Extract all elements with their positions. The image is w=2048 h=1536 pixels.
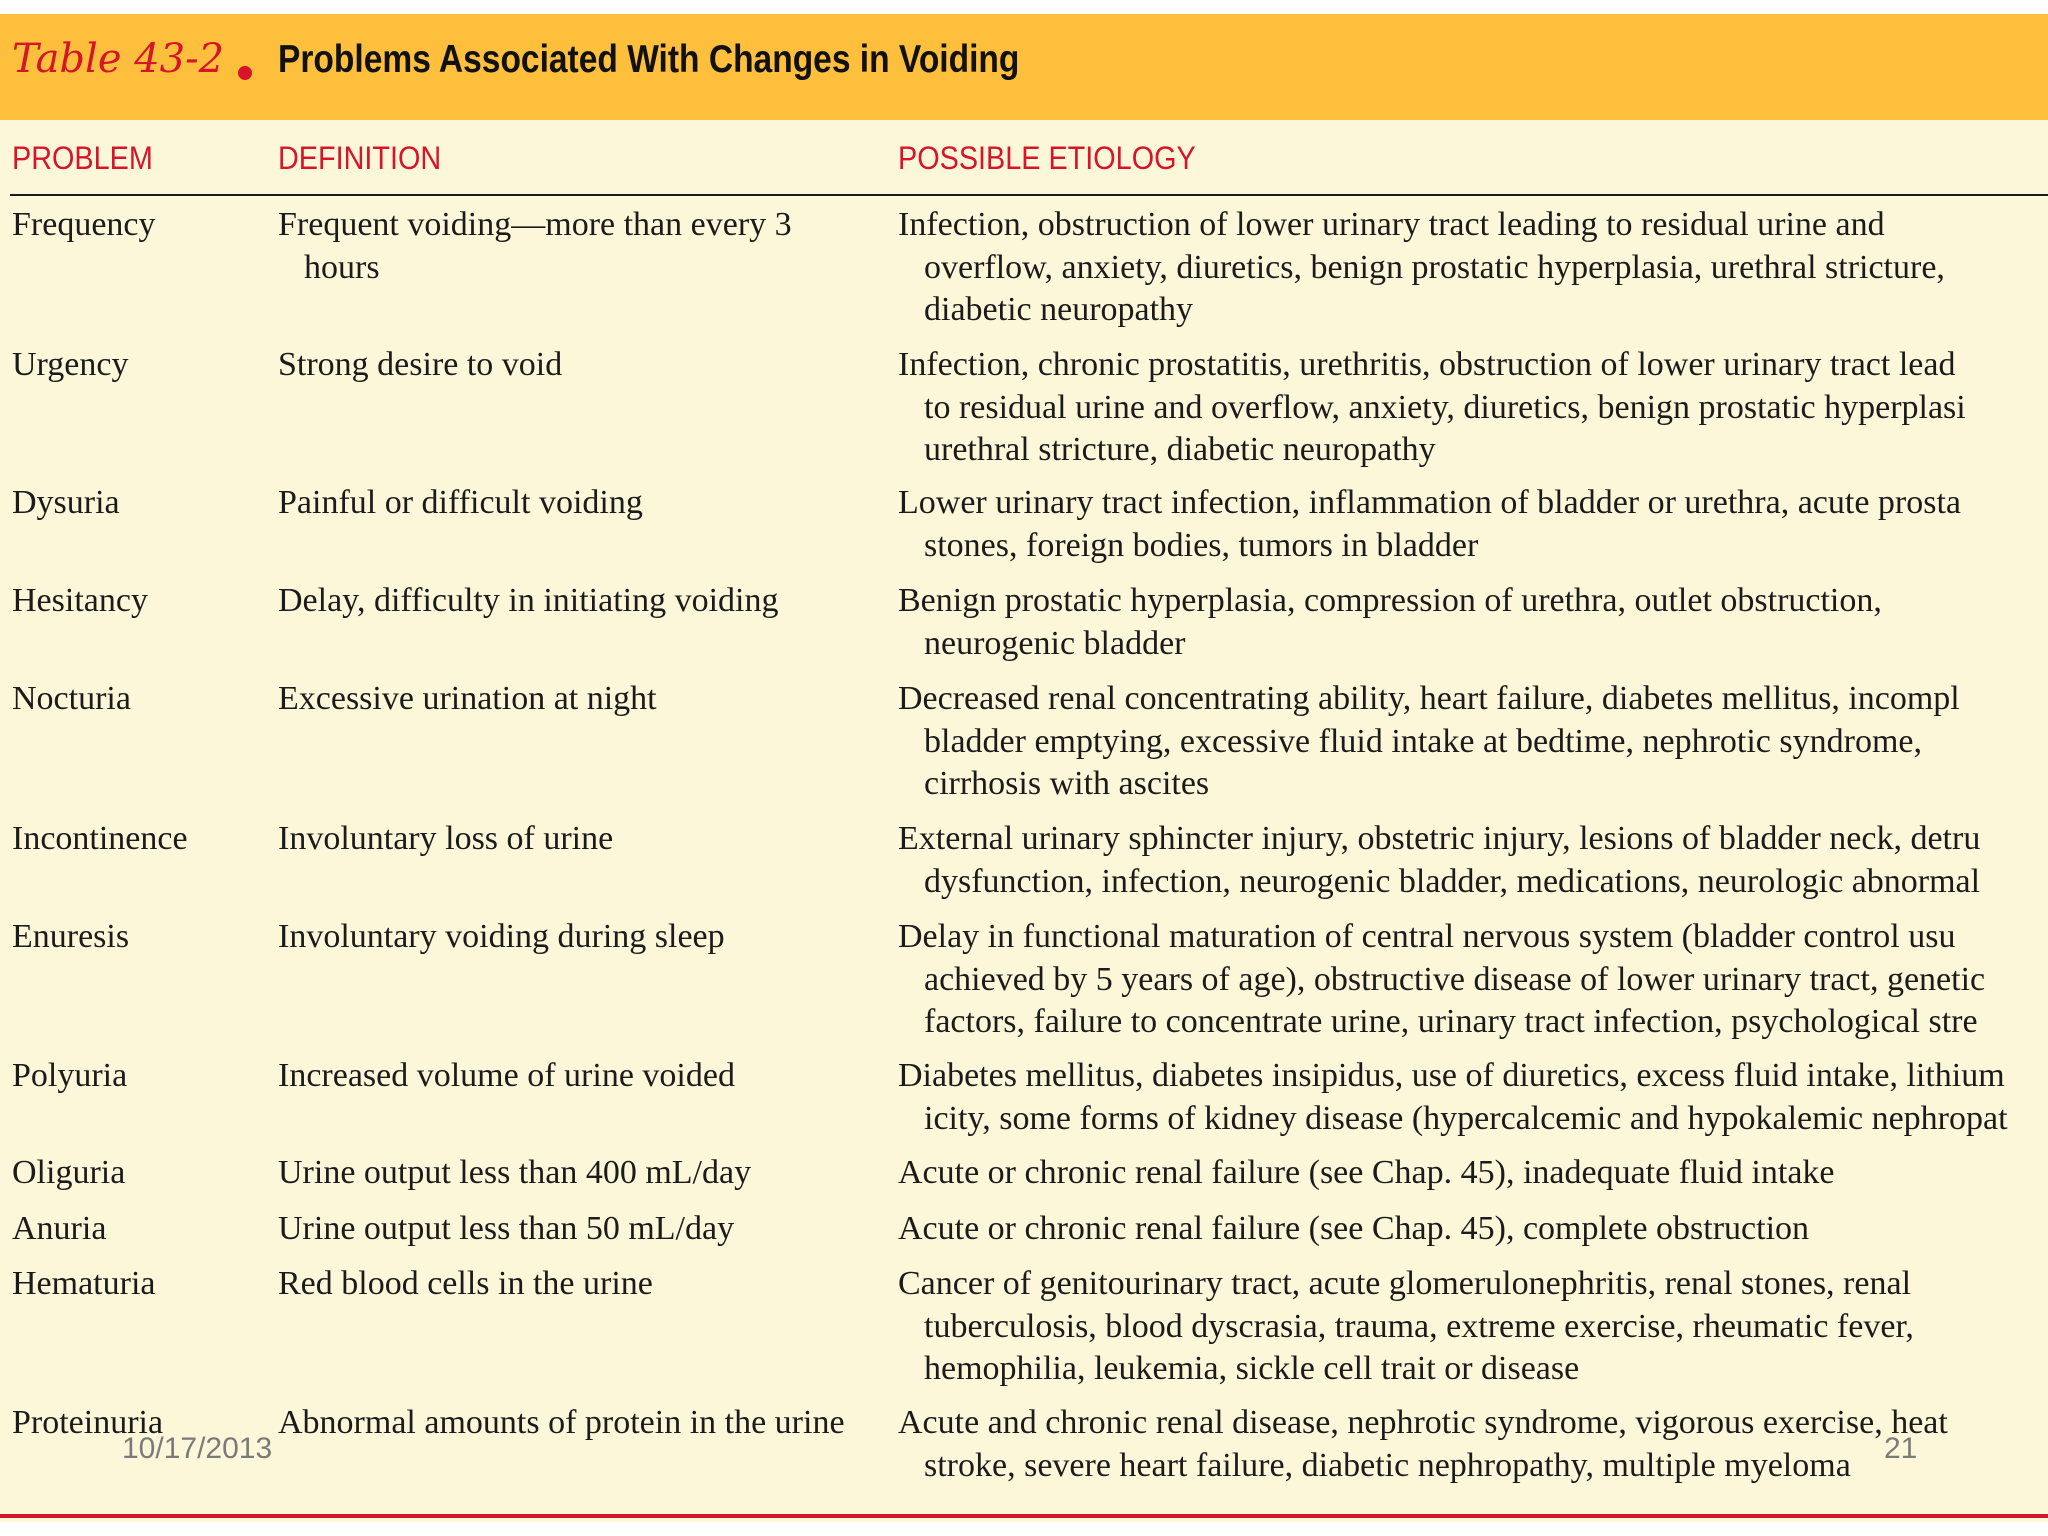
etiology-line: Lower urinary tract infection, inflammation of bladder or urethra, acute prosta	[898, 484, 1962, 521]
etiology-line: Diabetes mellitus, diabetes insipidus, use of diuretics, excess fluid intake, lithium	[898, 1057, 2005, 1094]
etiology-line: stones, foreign bodies, tumors in bladder	[924, 526, 1479, 564]
etiology-line: Acute or chronic renal failure (see Chap. 45), complete obstruction	[898, 1210, 1810, 1247]
problem-cell: Proteinuria	[12, 1404, 164, 1441]
problem-cell: Oliguria	[12, 1154, 126, 1191]
etiology-cell	[898, 1055, 2048, 1140]
etiology-cell	[898, 1208, 2048, 1251]
problem-cell: Nocturia	[12, 680, 131, 717]
slide-number: 21	[1884, 1432, 1918, 1465]
definition-cell: Involuntary voiding during sleep	[278, 918, 725, 955]
etiology-cell	[898, 818, 2048, 903]
slide	[0, 14, 2048, 1522]
definition-cell: Red blood cells in the urine	[278, 1265, 653, 1302]
etiology-line: Benign prostatic hyperplasia, compression of urethra, outlet obstruction,	[898, 582, 1882, 619]
etiology-cell	[898, 1263, 2048, 1391]
etiology-line: stroke, severe heart failure, diabetic nephropathy, multiple myeloma	[924, 1446, 1851, 1484]
problem-cell: Hesitancy	[12, 582, 148, 619]
problem-cell: Polyuria	[12, 1057, 128, 1094]
etiology-cell	[898, 482, 2048, 567]
etiology-line: tuberculosis, blood dyscrasia, trauma, extreme exercise, rheumatic fever,	[924, 1307, 1914, 1345]
definition-cell: Increased volume of urine voided	[278, 1057, 735, 1094]
etiology-line: to residual urine and overflow, anxiety, diuretics, benign prostatic hyperplasi	[924, 388, 1966, 426]
definition-cell: Painful or difficult voiding	[278, 484, 643, 521]
etiology-line: Infection, obstruction of lower urinary tract leading to residual urine and	[898, 206, 1885, 243]
etiology-line: Cancer of genitourinary tract, acute glomerulonephritis, renal stones, renal	[898, 1265, 1912, 1302]
column-header-problem: PROBLEM	[12, 140, 153, 176]
definition-cell: Abnormal amounts of protein in the urine	[278, 1404, 845, 1441]
slide-date: 10/17/2013	[122, 1432, 273, 1465]
problem-cell: Enuresis	[12, 918, 130, 955]
etiology-line: External urinary sphincter injury, obstetric injury, lesions of bladder neck, detru	[898, 820, 1981, 857]
etiology-line: hemophilia, leukemia, sickle cell trait or disease	[924, 1350, 1580, 1387]
etiology-line: diabetic neuropathy	[924, 291, 1194, 328]
etiology-line: bladder emptying, excessive fluid intake at bedtime, nephrotic syndrome,	[924, 722, 1922, 760]
etiology-line: urethral stricture, diabetic neuropathy	[924, 431, 1436, 468]
problem-cell: Anuria	[12, 1210, 107, 1247]
etiology-line: Decreased renal concentrating ability, heart failure, diabetes mellitus, incompl	[898, 680, 1960, 717]
bullet-icon	[238, 66, 252, 80]
etiology-cell	[898, 204, 2048, 332]
etiology-line: dysfunction, infection, neurogenic bladder, medications, neurologic abnormal	[924, 862, 1981, 900]
definition-cell: Urine output less than 50 mL/day	[278, 1210, 735, 1247]
etiology-cell	[898, 1402, 2048, 1487]
etiology-line: neurogenic bladder	[924, 624, 1186, 662]
definition-cell: Urine output less than 400 mL/day	[278, 1154, 752, 1191]
definition-cell: Involuntary loss of urine	[278, 820, 614, 857]
problem-cell: Dysuria	[12, 484, 120, 521]
etiology-line: Infection, chronic prostatitis, urethritis, obstruction of lower urinary tract lead	[898, 346, 1956, 383]
etiology-line: Delay in functional maturation of central nervous system (bladder control usu	[898, 918, 1956, 955]
problem-cell: Urgency	[12, 346, 129, 383]
etiology-cell	[898, 678, 2048, 806]
problem-cell: Incontinence	[12, 820, 188, 857]
etiology-line: Acute or chronic renal failure (see Chap. 45), inadequate fluid intake	[898, 1154, 1835, 1191]
definition-cell: Frequent voiding—more than every 3 hours	[278, 206, 792, 286]
table-title: Problems Associated With Changes in Voiding	[278, 38, 1020, 81]
etiology-cell	[898, 580, 2048, 665]
header-rule	[10, 194, 2048, 196]
table-number-label: Table 43-2	[12, 36, 225, 82]
etiology-line: Acute and chronic renal disease, nephrotic syndrome, vigorous exercise, heat	[898, 1404, 1948, 1441]
definition-cell: Strong desire to void	[278, 346, 563, 383]
etiology-line: icity, some forms of kidney disease (hypercalcemic and hypokalemic nephropat	[924, 1099, 2008, 1137]
title-bar	[0, 14, 2048, 120]
definition-cell: Delay, difficulty in initiating voiding	[278, 582, 779, 619]
etiology-line: factors, failure to concentrate urine, urinary tract infection, psychological stre	[924, 1003, 1978, 1040]
column-header-etiology: POSSIBLE ETIOLOGY	[898, 140, 1196, 176]
etiology-line: cirrhosis with ascites	[924, 765, 1210, 802]
definition-cell: Excessive urination at night	[278, 680, 657, 717]
column-header-definition: DEFINITION	[278, 140, 442, 176]
etiology-line: achieved by 5 years of age), obstructive disease of lower urinary tract, genetic	[924, 960, 1986, 998]
etiology-cell	[898, 1152, 2048, 1195]
etiology-cell	[898, 344, 2048, 472]
problem-cell: Frequency	[12, 206, 156, 243]
etiology-cell	[898, 916, 2048, 1044]
problem-cell: Hematuria	[12, 1265, 156, 1302]
bottom-rule	[0, 1514, 2048, 1518]
etiology-line: overflow, anxiety, diuretics, benign prostatic hyperplasia, urethral stricture,	[924, 248, 1945, 286]
